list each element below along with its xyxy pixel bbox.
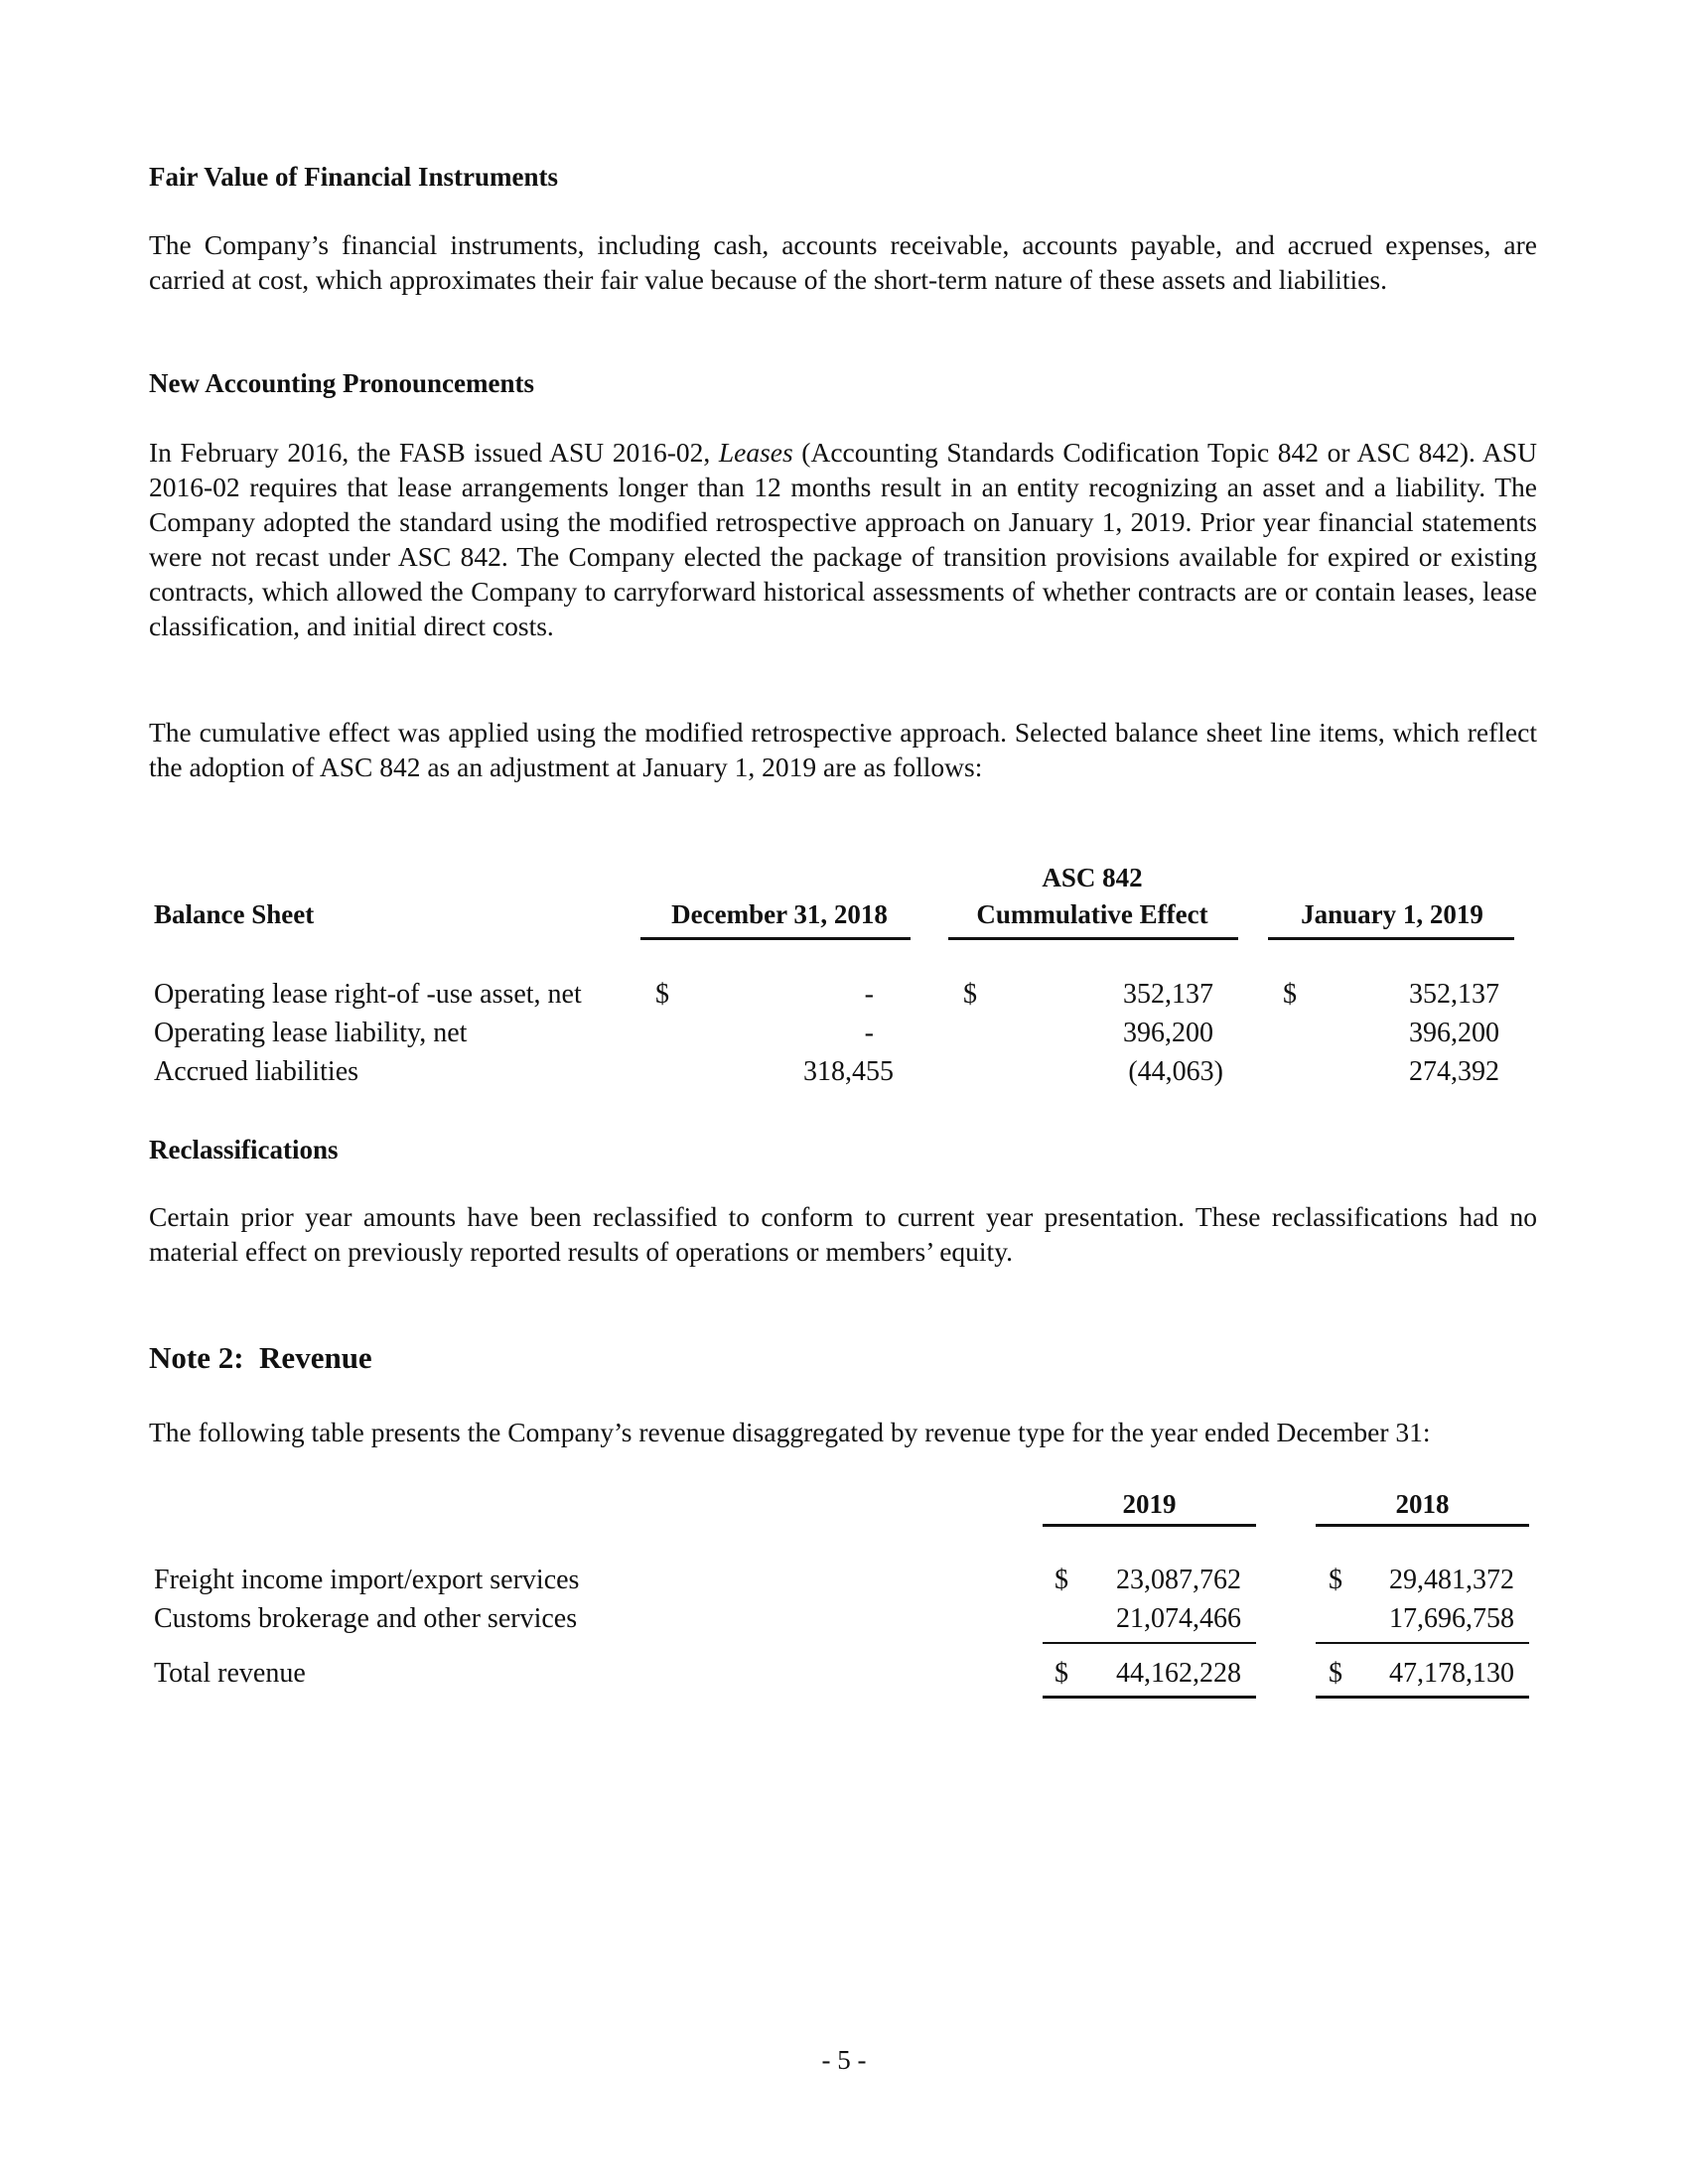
new-pronouncements-heading: New Accounting Pronouncements bbox=[149, 368, 534, 398]
note-2-title bbox=[149, 1340, 372, 1376]
total-2019: 44,162,228 bbox=[1116, 1658, 1241, 1689]
note-2-paragraph: The following table presents the Company’s revenue disaggregated by revenue type for the year ended December 31: bbox=[149, 1417, 1431, 1447]
col-asc-842-line2: Cummulative Effect bbox=[976, 899, 1208, 929]
dollar-sign: $ bbox=[1329, 1565, 1342, 1595]
value-dec: - bbox=[864, 1018, 874, 1048]
new-pronouncements-paragraph bbox=[149, 435, 1537, 643]
row-label: Operating lease liability, net bbox=[154, 1018, 468, 1048]
page-number: - 5 - bbox=[821, 2045, 867, 2075]
dollar-sign: $ bbox=[1055, 1565, 1068, 1595]
underline-2018 bbox=[1316, 1524, 1529, 1527]
value-jan: 396,200 bbox=[1409, 1018, 1499, 1048]
reclassifications-heading: Reclassifications bbox=[149, 1135, 339, 1164]
total-underline-2018 bbox=[1316, 1696, 1529, 1699]
col-january-1-2019: January 1, 2019 bbox=[1301, 899, 1483, 929]
value-asc: 352,137 bbox=[1123, 979, 1213, 1010]
col-2018: 2018 bbox=[1395, 1489, 1450, 1519]
value-jan: 274,392 bbox=[1409, 1056, 1499, 1087]
total-label: Total revenue bbox=[154, 1658, 306, 1689]
dollar-sign: $ bbox=[1283, 979, 1297, 1010]
value-2018: 17,696,758 bbox=[1389, 1603, 1514, 1634]
value-2019: 23,087,762 bbox=[1116, 1565, 1241, 1595]
pronouncements-text-pre: In February 2016, the FASB issued ASU 2016-02, bbox=[149, 437, 719, 468]
row-label: Customs brokerage and other services bbox=[154, 1603, 578, 1634]
dollar-sign: $ bbox=[1055, 1658, 1068, 1689]
underline-asc bbox=[948, 937, 1238, 940]
fair-value-paragraph: The Company’s financial instruments, including cash, accounts receivable, accounts payable, and accrued expenses, are carried at cost, which approximates their fair value because of the short-term nature of these assets and liabilities. bbox=[149, 229, 1537, 295]
underline-2019 bbox=[1043, 1524, 1256, 1527]
value-dec: - bbox=[864, 979, 874, 1010]
row-label: Accrued liabilities bbox=[154, 1056, 359, 1087]
value-jan: 352,137 bbox=[1409, 979, 1499, 1010]
value-asc: (44,063) bbox=[1128, 1056, 1223, 1087]
total-2018: 47,178,130 bbox=[1389, 1658, 1514, 1689]
note-2-name: Revenue bbox=[259, 1340, 372, 1375]
dollar-sign: $ bbox=[655, 979, 669, 1010]
subtotal-line-2018 bbox=[1316, 1642, 1529, 1644]
fair-value-heading: Fair Value of Financial Instruments bbox=[149, 162, 559, 192]
value-2019: 21,074,466 bbox=[1116, 1603, 1241, 1634]
leases-italic: Leases bbox=[718, 437, 793, 468]
cumulative-effect-paragraph: The cumulative effect was applied using the modified retrospective approach. Selected balance sheet line items, which reflect the adoption of ASC 842 as an adjustment at January 1, 2019 are as follows: bbox=[149, 717, 1537, 782]
reclassifications-paragraph: Certain prior year amounts have been reclassified to conform to current year presentation. These reclassifications had no material effect on previously reported results of operations or members’ equity. bbox=[149, 1201, 1537, 1267]
pronouncements-text-post: (Accounting Standards Codification Topic 842 or ASC 842). ASU 2016-02 requires that lease arrangements longer than 12 months result in an entity recognizing an asset and a liability. The Company adopted the standard using the modified retrospective approach on January 1, 2019. Prior year financial statements were not recast under ASC 842. The Company elected the package of transition provisions available for expired or existing contracts, which allowed the Company to carryforward historical assessments of whether contracts are or contain leases, lease classification, and initial direct costs. bbox=[149, 437, 1537, 641]
col-december-31-2018: December 31, 2018 bbox=[671, 899, 888, 929]
underline-jan bbox=[1268, 937, 1514, 940]
dollar-sign: $ bbox=[1329, 1658, 1342, 1689]
dollar-sign: $ bbox=[963, 979, 977, 1010]
col-asc-842-line1: ASC 842 bbox=[1042, 863, 1143, 892]
value-dec: 318,455 bbox=[803, 1056, 894, 1087]
value-asc: 396,200 bbox=[1123, 1018, 1213, 1048]
row-label: Freight income import/export services bbox=[154, 1565, 580, 1595]
row-label: Operating lease right-of -use asset, net bbox=[154, 979, 582, 1010]
col-2019: 2019 bbox=[1122, 1489, 1177, 1519]
note-2-number: Note 2: bbox=[149, 1340, 244, 1375]
total-underline-2019 bbox=[1043, 1696, 1256, 1699]
subtotal-line-2019 bbox=[1043, 1642, 1256, 1644]
underline-dec bbox=[640, 937, 911, 940]
col-balance-sheet: Balance Sheet bbox=[154, 899, 315, 929]
value-2018: 29,481,372 bbox=[1389, 1565, 1514, 1595]
